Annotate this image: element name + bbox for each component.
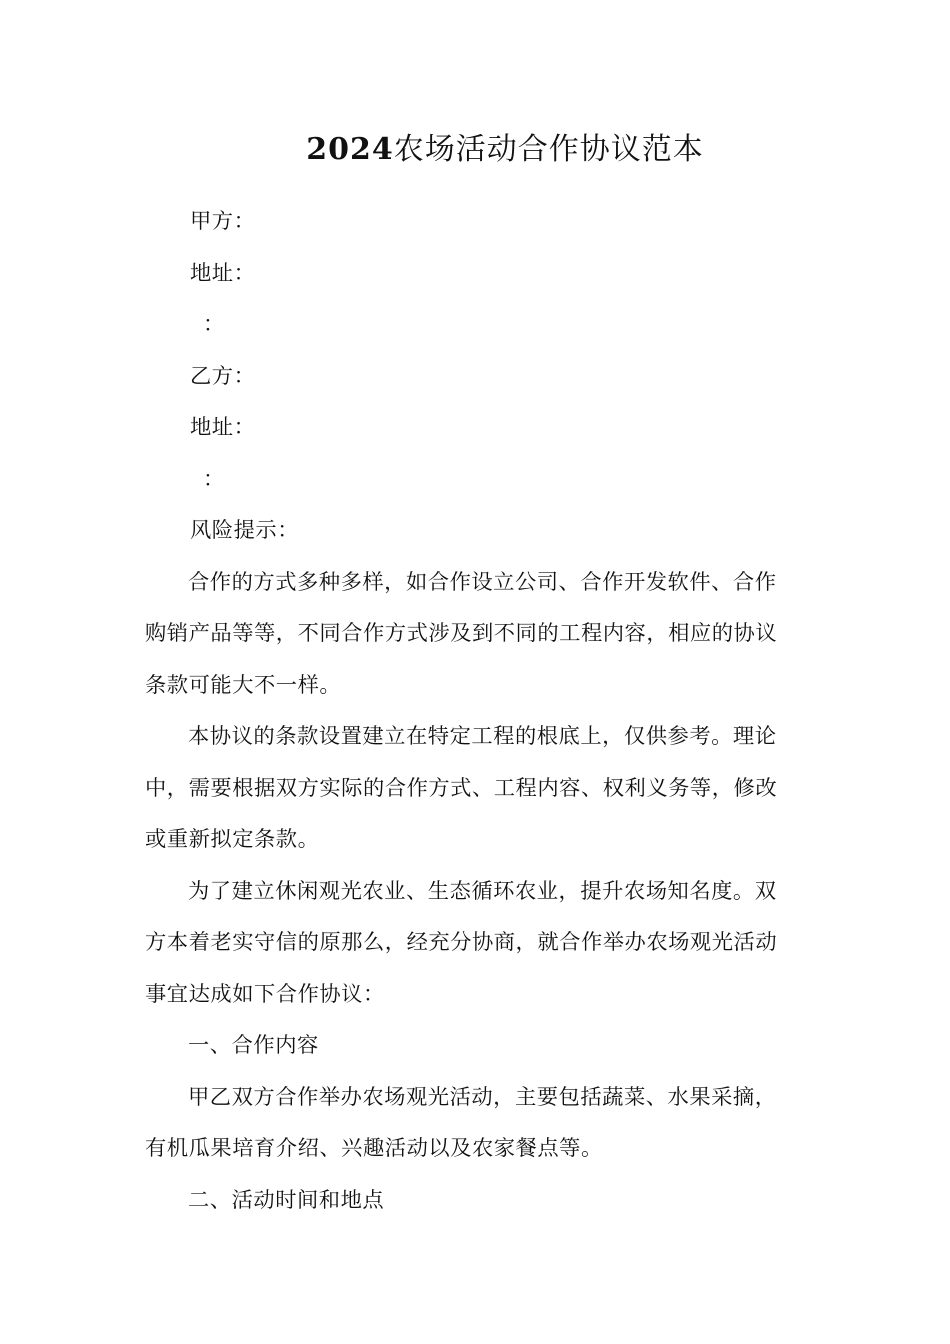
title-year: 2024 — [306, 132, 394, 167]
document-body — [145, 196, 793, 1226]
party-a-blank: ： — [203, 312, 225, 337]
risk-heading: 风险提示： — [190, 518, 299, 543]
party-a-label: 甲方： — [190, 209, 256, 234]
party-a-address: 地址： — [190, 260, 256, 286]
document-title — [0, 124, 950, 168]
section-1-heading: 一、合作内容 — [188, 1033, 319, 1058]
risk-paragraph-2: 本协议的条款设置建立在特定工程的根底上，仅供参考。理论中，需要根据双方实际的合作方式、工程内容、权利义务等，修改或重新拟定条款。 — [145, 724, 778, 852]
party-b-label: 乙方： — [190, 363, 256, 389]
section-2-heading: 二、活动时间和地点 — [188, 1187, 385, 1213]
party-b-blank: ： — [203, 466, 225, 492]
title-text: 农场活动合作协议范本 — [393, 132, 704, 167]
section-1-text: 甲乙双方合作举办农场观光活动，主要包括蔬菜、水果采摘，有机瓜果培育介绍、兴趣活动以及农家餐点等。 — [145, 1084, 777, 1161]
risk-paragraph-1: 合作的方式多种多样，如合作设立公司、合作开发软件、合作购销产品等等，不同合作方式涉及到不同的工程内容，相应的协议条款可能大不一样。 — [145, 569, 778, 698]
party-b-address: 地址： — [190, 415, 256, 440]
intro-paragraph: 为了建立休闲观光农业、生态循环农业，提升农场知名度。双方本着老实守信的原那么，经充分协商，就合作举办农场观光活动事宜达成如下合作协议： — [145, 878, 778, 1007]
